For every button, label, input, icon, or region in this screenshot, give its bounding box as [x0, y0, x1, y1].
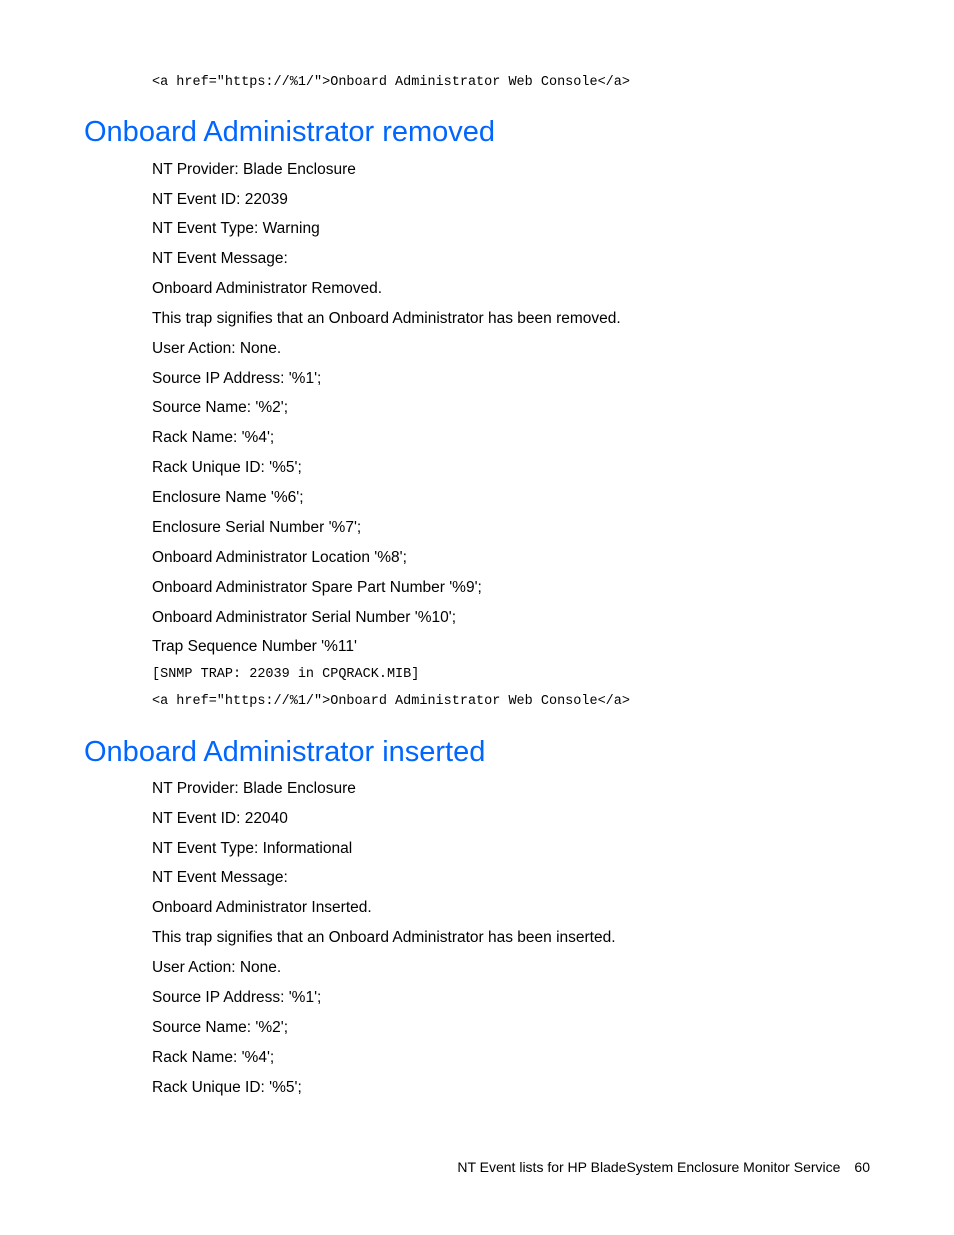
code-line-snmp-trap: [SNMP TRAP: 22039 in CPQRACK.MIB] — [152, 667, 420, 682]
text-line: Onboard Administrator Location '%8'; — [152, 549, 407, 566]
text-line: Rack Name: '%4'; — [152, 429, 275, 446]
section-heading-inserted: Onboard Administrator inserted — [84, 736, 486, 768]
text-line: Onboard Administrator Removed. — [152, 280, 383, 297]
text-line: Source Name: '%2'; — [152, 399, 289, 416]
text-line: Onboard Administrator Inserted. — [152, 899, 372, 916]
text-line: User Action: None. — [152, 340, 282, 357]
text-line: Enclosure Name '%6'; — [152, 489, 304, 506]
text-line: NT Provider: Blade Enclosure — [152, 780, 356, 797]
code-line-web-console-link: <a href="https://%1/">Onboard Administrator Web Console</a> — [152, 694, 630, 709]
text-line: NT Event Type: Informational — [152, 840, 353, 857]
text-line: Source IP Address: '%1'; — [152, 370, 322, 387]
text-line: NT Event ID: 22040 — [152, 810, 288, 827]
text-line: NT Event Type: Warning — [152, 220, 320, 237]
text-line: NT Provider: Blade Enclosure — [152, 161, 356, 178]
text-line: Onboard Administrator Serial Number '%10'; — [152, 609, 456, 626]
text-line: Rack Unique ID: '%5'; — [152, 1079, 302, 1096]
text-line: User Action: None. — [152, 959, 282, 976]
text-line: Onboard Administrator Spare Part Number '%9'; — [152, 579, 482, 596]
text-line: Rack Name: '%4'; — [152, 1049, 275, 1066]
text-line: Enclosure Serial Number '%7'; — [152, 519, 362, 536]
text-line: Trap Sequence Number '%11' — [152, 638, 357, 655]
text-line: This trap signifies that an Onboard Administrator has been inserted. — [152, 929, 616, 946]
text-line: Source IP Address: '%1'; — [152, 989, 322, 1006]
footer-title: NT Event lists for HP BladeSystem Enclosure Monitor Service — [457, 1159, 841, 1175]
text-line: This trap signifies that an Onboard Administrator has been removed. — [152, 310, 621, 327]
text-line: Rack Unique ID: '%5'; — [152, 459, 302, 476]
text-line: NT Event Message: — [152, 250, 288, 267]
section-heading-removed: Onboard Administrator removed — [84, 116, 496, 148]
code-line-web-console-link: <a href="https://%1/">Onboard Administrator Web Console</a> — [152, 75, 630, 90]
page-number: 60 — [854, 1159, 870, 1175]
text-line: NT Event Message: — [152, 869, 288, 886]
text-line: NT Event ID: 22039 — [152, 191, 288, 208]
page-footer — [457, 1158, 870, 1176]
text-line: Source Name: '%2'; — [152, 1019, 289, 1036]
